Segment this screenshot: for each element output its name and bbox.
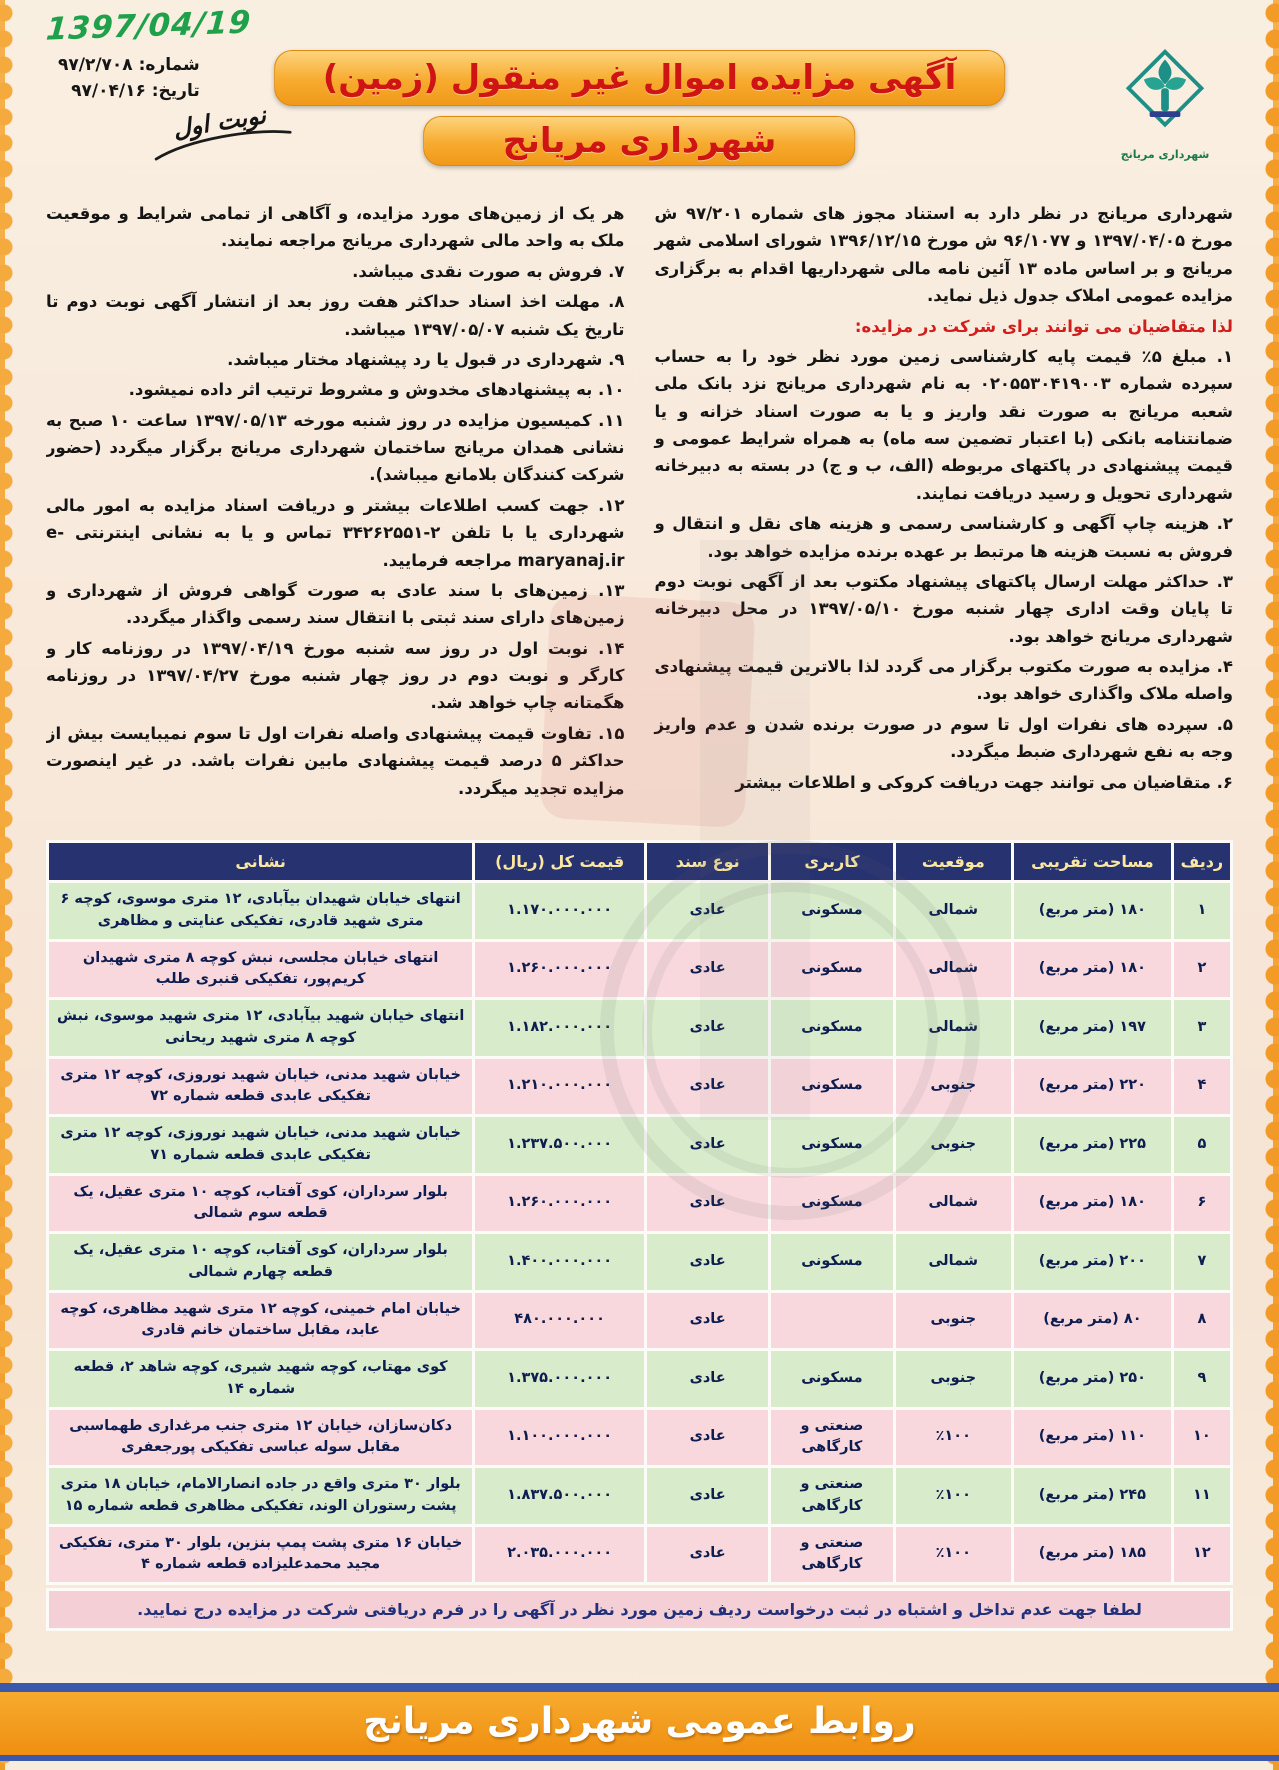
table-header-row xyxy=(48,842,1232,882)
column-header: مساحت تقریبی xyxy=(1012,842,1172,882)
table-row xyxy=(48,940,1232,999)
ad-meta xyxy=(58,52,200,105)
column-header: موقعیت xyxy=(894,842,1012,882)
ad-number: شماره: ۹۷/۲/۷۰۸ xyxy=(58,55,200,75)
column-header: نشانی xyxy=(48,842,474,882)
cell-position: ٪۱۰۰ xyxy=(894,1525,1012,1584)
cell-address: انتهای خیابان شهید بیآبادی، ۱۲ متری شهید موسوی، نبش کوچه ۸ متری شهید ریحانی xyxy=(48,999,474,1058)
cell-price: ۱.۱۸۲.۰۰۰.۰۰۰ xyxy=(474,999,646,1058)
cell-area: ۲۲۵ (متر مربع) xyxy=(1012,1116,1172,1175)
cell-position: ٪۱۰۰ xyxy=(894,1467,1012,1526)
body-paragraph: شهرداری مریانج در نظر دارد به استناد مجوز های شماره ۹۷/۲۰۱ ش مورخ ۱۳۹۷/۰۴/۰۵ و ۹۶/۱۰۷۷ ش مورخ ۱۳۹۶/۱۲/۱۵ شورای اسلامی شهر مریانج و بر اساس ماده ۱۳ آئین نامه مالی شهرداریها اقدام به برگزاری مزایده عمومی املاک جدول ذیل نماید. xyxy=(654,204,1233,306)
table-row xyxy=(48,1233,1232,1292)
edition-note-text: نوبت اول xyxy=(171,100,268,144)
cell-row: ۲ xyxy=(1172,940,1231,999)
cell-area: ۱۱۰ (متر مربع) xyxy=(1012,1408,1172,1467)
cell-area: ۲۴۵ (متر مربع) xyxy=(1012,1467,1172,1526)
ad-header xyxy=(44,4,1233,196)
logo-caption: شهرداری مریانج xyxy=(1120,148,1210,161)
table-row xyxy=(48,999,1232,1058)
column-header: نوع سند xyxy=(645,842,769,882)
cell-usage: مسکونی xyxy=(770,1174,894,1233)
cell-row: ۱۱ xyxy=(1172,1467,1231,1526)
body-paragraph: هر یک از زمین‌های مورد مزایده، و آگاهی از تمامی شرایط و موقعیت ملک به واحد مالی شهرداری مریانج مراجعه نمایند. xyxy=(46,204,625,251)
table-row xyxy=(48,1525,1232,1584)
ad-subtitle: شهرداری مریانج xyxy=(424,116,856,166)
body-paragraph: ۱۴. نوبت اول در روز سه شنبه مورخ ۱۳۹۷/۰۴/۱۹ در روزنامه کار و کارگر و نوبت دوم در روز چهار شنبه مورخ ۱۳۹۷/۰۴/۲۷ در روزنامه هگمتانه چاپ خواهد شد. xyxy=(46,638,625,713)
cell-area: ۱۸۰ (متر مربع) xyxy=(1012,940,1172,999)
table-row xyxy=(48,1350,1232,1409)
title-banners xyxy=(274,50,1006,166)
body-paragraph: ۷. فروش به صورت نقدی میباشد. xyxy=(352,261,625,281)
cell-deed: عادی xyxy=(645,1057,769,1116)
cell-price: ۴۸۰.۰۰۰.۰۰۰ xyxy=(474,1291,646,1350)
cell-usage: مسکونی xyxy=(770,940,894,999)
cell-price: ۲.۰۳۵.۰۰۰.۰۰۰ xyxy=(474,1525,646,1584)
cell-position: ٪۱۰۰ xyxy=(894,1408,1012,1467)
cell-position: جنوبی xyxy=(894,1057,1012,1116)
body-paragraph: ۱۲. جهت کسب اطلاعات بیشتر و دریافت اسناد مزایده به امور مالی شهرداری یا با تلفن ۲-۳۴۲۶۲۵۵۱ تماس و یا به نشانی اینترنتی e-maryanaj.ir مراجعه فرمایید. xyxy=(46,495,625,570)
cell-deed: عادی xyxy=(645,1116,769,1175)
cell-price: ۱.۱۰۰.۰۰۰.۰۰۰ xyxy=(474,1408,646,1467)
cell-price: ۱.۲۱۰.۰۰۰.۰۰۰ xyxy=(474,1057,646,1116)
cell-price: ۱.۴۰۰.۰۰۰.۰۰۰ xyxy=(474,1233,646,1292)
public-relations-banner: روابط عمومی شهرداری مریانج xyxy=(0,1692,1279,1755)
cell-address: بلوار ۳۰ متری واقع در جاده انصارالامام، خیابان ۱۸ متری پشت رستوران الوند، تفکیکی مظاهری قطعه شماره ۱۵ xyxy=(48,1467,474,1526)
cell-position: شمالی xyxy=(894,882,1012,941)
column-right xyxy=(655,200,1234,832)
cell-address: انتهای خیابان شهیدان بیآبادی، ۱۲ متری موسوی، کوچه ۶ متری شهید قادری، تفکیکی عنایتی و مظاهری xyxy=(48,882,474,941)
body-paragraph: ۱۳. زمین‌های با سند عادی به صورت گواهی فروش از شهرداری و زمین‌های دارای سند ثبتی با انتقال سند رسمی واگذار میگردد. xyxy=(46,580,625,628)
column-header: قیمت کل (ریال) xyxy=(474,842,646,882)
cell-row: ۱۰ xyxy=(1172,1408,1231,1467)
cell-address: خیابان شهید مدنی، خیابان شهید نوروزی، کوچه ۱۲ متری تفکیکی عابدی قطعه شماره ۷۲ xyxy=(48,1057,474,1116)
cell-deed: عادی xyxy=(645,1467,769,1526)
cell-deed: عادی xyxy=(645,999,769,1058)
column-header: کاربری xyxy=(770,842,894,882)
cell-deed: عادی xyxy=(645,1350,769,1409)
body-paragraph: ۱۰. به پیشنهادهای مخدوش و مشروط ترتیب اثر داده نمیشود. xyxy=(128,380,625,400)
cell-usage: صنعتی و کارگاهی xyxy=(770,1525,894,1584)
table-row xyxy=(48,1116,1232,1175)
column-left xyxy=(46,200,625,832)
table-row xyxy=(48,882,1232,941)
cell-address: بلوار سرداران، کوی آفتاب، کوچه ۱۰ متری عقیل، یک قطعه سوم شمالی xyxy=(48,1174,474,1233)
cell-deed: عادی xyxy=(645,1408,769,1467)
green-date-stamp: 1397/04/19 xyxy=(44,4,253,48)
cell-address: کوی مهتاب، کوچه شهید شیری، کوچه شاهد ۲، قطعه شماره ۱۴ xyxy=(48,1350,474,1409)
table-row xyxy=(48,1291,1232,1350)
cell-price: ۱.۲۳۷.۵۰۰.۰۰۰ xyxy=(474,1116,646,1175)
cell-row: ۴ xyxy=(1172,1057,1231,1116)
table-row xyxy=(48,1057,1232,1116)
call-to-action: لذا متقاضیان می توانند برای شرکت در مزایده: xyxy=(854,316,1233,336)
cell-usage: مسکونی xyxy=(770,999,894,1058)
cell-usage xyxy=(770,1291,894,1350)
cell-address: خیابان ۱۶ متری پشت پمپ بنزین، بلوار ۳۰ متری، تفکیکی مجید محمدعلیزاده قطعه شماره ۴ xyxy=(48,1525,474,1584)
cell-row: ۱ xyxy=(1172,882,1231,941)
cell-area: ۱۸۰ (متر مربع) xyxy=(1012,1174,1172,1233)
municipality-logo-icon xyxy=(1117,46,1213,142)
body-paragraph: ۲. هزینه چاپ آگهی و کارشناسی رسمی و هزینه های نقل و انتقال و فروش به نسبت هزینه ها مرتبط بر عهده برنده مزایده خواهد بود. xyxy=(654,514,1233,561)
blue-divider-top xyxy=(0,1683,1279,1692)
cell-address: دکان‌سازان، خیابان ۱۲ متری جنب مرغداری طهماسبی مقابل سوله عباسی تفکیکی پورجعفری xyxy=(48,1408,474,1467)
body-paragraph: ۱۵. تفاوت قیمت پیشنهادی واصله نفرات اول تا سوم نمیبایست بیش از حداکثر ۵ درصد قیمت پیشنهادی مابین نفرات باشد. در غیر اینصورت مزایده تجدید میگردد. xyxy=(46,723,625,798)
cell-usage: مسکونی xyxy=(770,1057,894,1116)
decorative-border-left xyxy=(0,0,26,1770)
cell-area: ۲۲۰ (متر مربع) xyxy=(1012,1057,1172,1116)
cell-deed: عادی xyxy=(645,1174,769,1233)
cell-row: ۹ xyxy=(1172,1350,1231,1409)
cell-row: ۷ xyxy=(1172,1233,1231,1292)
cell-price: ۱.۲۶۰.۰۰۰.۰۰۰ xyxy=(474,940,646,999)
column-header: ردیف xyxy=(1172,842,1231,882)
cell-usage: صنعتی و کارگاهی xyxy=(770,1408,894,1467)
cell-deed: عادی xyxy=(645,940,769,999)
ad-body xyxy=(46,200,1233,832)
cell-area: ۸۰ (متر مربع) xyxy=(1012,1291,1172,1350)
decorative-border-right xyxy=(1253,0,1279,1770)
body-paragraph: ۶. متقاضیان می توانند جهت دریافت کروکی و اطلاعات بیشتر xyxy=(735,772,1233,792)
cell-area: ۱۸۰ (متر مربع) xyxy=(1012,882,1172,941)
cell-price: ۱.۲۶۰.۰۰۰.۰۰۰ xyxy=(474,1174,646,1233)
cell-usage: مسکونی xyxy=(770,1233,894,1292)
body-paragraph: ۴. مزایده به صورت مکتوب برگزار می گردد لذا بالاترین قیمت پیشنهادی واصله ملاک واگذاری خواهد بود. xyxy=(654,657,1233,704)
cell-row: ۳ xyxy=(1172,999,1231,1058)
cell-position: شمالی xyxy=(894,1233,1012,1292)
table-row xyxy=(48,1467,1232,1526)
cell-usage: مسکونی xyxy=(770,1116,894,1175)
cell-area: ۲۵۰ (متر مربع) xyxy=(1012,1350,1172,1409)
cell-usage: مسکونی xyxy=(770,1350,894,1409)
cell-row: ۵ xyxy=(1172,1116,1231,1175)
body-paragraph: ۱۱. کمیسیون مزایده در روز شنبه مورخه ۱۳۹۷/۰۵/۱۳ ساعت ۱۰ صبح به نشانی همدان مریانج ساختمان شهرداری مریانج برگزار میگردد (حضور شرکت کنندگان بلامانع میباشد). xyxy=(46,410,625,485)
cell-price: ۱.۳۷۵.۰۰۰.۰۰۰ xyxy=(474,1350,646,1409)
cell-row: ۶ xyxy=(1172,1174,1231,1233)
cell-deed: عادی xyxy=(645,1525,769,1584)
cell-price: ۱.۱۷۰.۰۰۰.۰۰۰ xyxy=(474,882,646,941)
cell-deed: عادی xyxy=(645,882,769,941)
cell-row: ۸ xyxy=(1172,1291,1231,1350)
table-body xyxy=(48,882,1232,1584)
cell-price: ۱.۸۳۷.۵۰۰.۰۰۰ xyxy=(474,1467,646,1526)
cell-address: خیابان شهید مدنی، خیابان شهید نوروزی، کوچه ۱۲ متری تفکیکی عابدی قطعه شماره ۷۱ xyxy=(48,1116,474,1175)
body-paragraph: ۳. حداکثر مهلت ارسال پاکتهای پیشنهاد مکتوب بعد از آگهی نوبت دوم تا پایان وقت اداری چهار شنبه مورخ ۱۳۹۷/۰۵/۱۰ در محل دبیرخانه شهرداری مریانج خواهد بود. xyxy=(654,571,1233,646)
cell-address: انتهای خیابان مجلسی، نبش کوچه ۸ متری شهیدان کریم‌پور، تفکیکی قنبری طلب xyxy=(48,940,474,999)
cell-position: جنوبی xyxy=(894,1116,1012,1175)
cell-area: ۱۹۷ (متر مربع) xyxy=(1012,999,1172,1058)
cell-position: جنوبی xyxy=(894,1291,1012,1350)
body-paragraph: ۹. شهرداری در قبول یا رد پیشنهاد مختار میباشد. xyxy=(227,349,625,369)
cell-area: ۲۰۰ (متر مربع) xyxy=(1012,1233,1172,1292)
cell-usage: مسکونی xyxy=(770,882,894,941)
blue-divider-bottom xyxy=(0,1755,1279,1761)
body-paragraph: ۵. سپرده های نفرات اول تا سوم در صورت برنده شدن و عدم واریز وجه به نفع شهرداری ضبط میگردد. xyxy=(654,714,1233,762)
cell-area: ۱۸۵ (متر مربع) xyxy=(1012,1525,1172,1584)
cell-position: شمالی xyxy=(894,999,1012,1058)
cell-position: شمالی xyxy=(894,1174,1012,1233)
cell-usage: صنعتی و کارگاهی xyxy=(770,1467,894,1526)
lots-table xyxy=(46,840,1233,1585)
bottom-banner-area xyxy=(0,1683,1279,1761)
cell-deed: عادی xyxy=(645,1291,769,1350)
table-row xyxy=(48,1408,1232,1467)
cell-address: خیابان امام خمینی، کوچه ۱۲ متری شهید مظاهری، کوچه عابد، مقابل ساختمان خانم قادری xyxy=(48,1291,474,1350)
ad-date: تاریخ: ۹۷/۰۴/۱۶ xyxy=(71,81,200,102)
footer-note: لطفا جهت عدم تداخل و اشتباه در ثبت درخواست ردیف زمین مورد نظر در آگهی را در فرم دریافتی شرکت در مزایده درج نمایید. xyxy=(46,1588,1233,1631)
cell-deed: عادی xyxy=(645,1233,769,1292)
municipality-logo xyxy=(1105,46,1225,161)
ad-title: آگهی مزایده اموال غیر منقول (زمین) xyxy=(274,50,1006,106)
cell-address: بلوار سرداران، کوی آفتاب، کوچه ۱۰ متری عقیل، یک قطعه چهارم شمالی xyxy=(48,1233,474,1292)
body-paragraph: ۱. مبلغ ۵٪ قیمت پایه کارشناسی زمین مورد نظر خود را به حساب سپرده شماره ۰۲۰۵۵۳۰۴۱۹۰۰۳ به نام شهرداری مریانج نزد بانک ملی شعبه مریانج به صورت نقد واریز و یا به صورت اسناد خزانه و یا ضمانتنامه بانکی (با اعتبار تضمین سه ماه) به همراه شرایط عمومی و قیمت پیشنهادی در پاکتهای مربوطه (الف، ب و ج) در بسته به دبیرخانه شهرداری تحویل و رسید دریافت نمایند. xyxy=(654,346,1233,503)
table-row xyxy=(48,1174,1232,1233)
cell-position: شمالی xyxy=(894,940,1012,999)
body-paragraph: ۸. مهلت اخذ اسناد حداکثر هفت روز بعد از انتشار آگهی نوبت دوم تا تاریخ یک شنبه ۱۳۹۷/۰۵/۰۷ میباشد. xyxy=(46,292,625,339)
cell-row: ۱۲ xyxy=(1172,1525,1231,1584)
cell-position: جنوبی xyxy=(894,1350,1012,1409)
